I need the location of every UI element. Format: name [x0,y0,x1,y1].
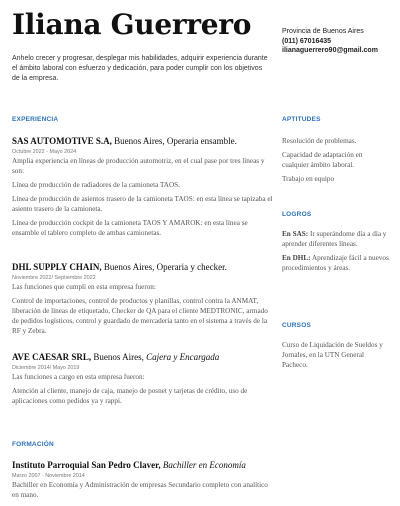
job-line-item: Línea de producción cockpit de la camioneta TAOS Y AMAROK: en esta línea se ensamble el tablero completo de ambas camionetas. [12,219,248,237]
achievement-item [282,229,390,249]
education-institution: Instituto Parroquial San Pedro Claver, [12,460,161,470]
job-line-item: Línea de producción de radiadores de la camioneta TAOS. [12,181,180,189]
job-company: AVE CAESAR SRL, [12,352,92,362]
skill-item: Trabajo en equipo [282,175,335,183]
job-role: Cajera y Encargada [146,352,220,362]
contact-block [282,27,394,56]
job-entry-sas [12,136,274,238]
achievement-label: En SAS: [282,230,309,238]
job-line-item: Línea de producción de asientos trasero de la camioneta TAOS: en esta línea se tapizaba el asiento trasero de la camioneta. [12,195,273,213]
courses-heading: CURSOS [282,322,312,329]
education-entry [12,460,274,500]
education-heading: FORMACIÓN [12,441,54,448]
contact-email: ilianaguerrero90@gmail.com [282,47,378,55]
job-intro: Las funciones que cumplí en esta empresa fueron: [12,283,156,291]
job-dates: Octubre 2022 - Mayo 2024 [12,149,77,155]
job-title [12,352,274,363]
skills-heading: APTITUDES [282,116,321,123]
achievements-list [282,229,390,277]
job-dates: Noviembre 2022/ Septiembre 2022 [12,275,96,281]
achievement-text: Aprendizaje fácil a nuevos procedimientos y áreas. [282,254,389,272]
job-intro: Amplia experiencia en líneas de producción automotriz, en el cual pase por tres líneas y son: [12,157,265,175]
course-item: Curso de Liquidación de Sueldos y Jornales, en la UTN General Pacheco. [282,341,383,369]
contact-location: Provincia de Buenos Aires [282,28,364,35]
job-intro: Las funciones a cargo en esta empresa fueron: [12,373,145,381]
job-location-role: Buenos Aires, Operaria ensamble. [111,136,237,146]
achievement-text: Ir superándome día a día y aprender diferentes líneas. [282,230,387,248]
job-location-role: Buenos Aires, Operaria y checker. [101,262,227,272]
skills-list [282,136,390,188]
experience-heading: EXPERIENCIA [12,116,59,123]
achievements-heading: LOGROS [282,211,312,218]
candidate-name: Iliana Guerrero [12,8,252,41]
skill-item: Capacidad de adaptación en cualquier ámbito laboral. [282,151,363,169]
achievement-item [282,253,390,273]
education-dates: Marzo 2007 - Noviembre 2014 [12,473,85,479]
profile-summary: Anhelo crecer y progresar, desplegar mis habilidades, adquirir experiencia durante el ámbito laboral con esfuerzo y dedicación, para poder cumplir con los objetivos de la empresa. [12,55,268,82]
job-title [12,262,274,273]
contact-phone: (011) 67016435 [282,37,332,45]
job-title [12,136,274,147]
job-detail: Atención al cliente, manejo de caja, manejo de posnet y tarjetas de crédito, uso de aplicaciones como pedidos ya y rappi. [12,387,248,405]
job-entry-dhl [12,262,274,336]
education-detail: Bachiller en Economía y Administración de empresas Secundario completo con analítico en mano. [12,481,268,499]
skill-item: Resolución de problemas. [282,137,357,145]
job-company: DHL SUPPLY CHAIN, [12,262,102,272]
achievement-label: En DHL: [282,254,311,262]
job-location: Buenos Aires, [91,352,147,362]
job-entry-ave-caesar [12,352,274,406]
job-detail: Control de importaciones, control de productos y planillas, control contra la ANMAT, liberación de líneas de etiquetado, Checker de QA para el cliente MEDTRONIC, armado de pedidos logísticos, control y guardado de mercadería tanto en el sistema a través de la RF y Zebra. [12,297,268,335]
job-dates: Diciembre 2014/ Mayo 2019 [12,365,80,371]
education-title [12,460,274,471]
job-company: SAS AUTOMOTIVE S.A, [12,136,112,146]
education-degree: Bachiller en Economía [162,460,246,470]
